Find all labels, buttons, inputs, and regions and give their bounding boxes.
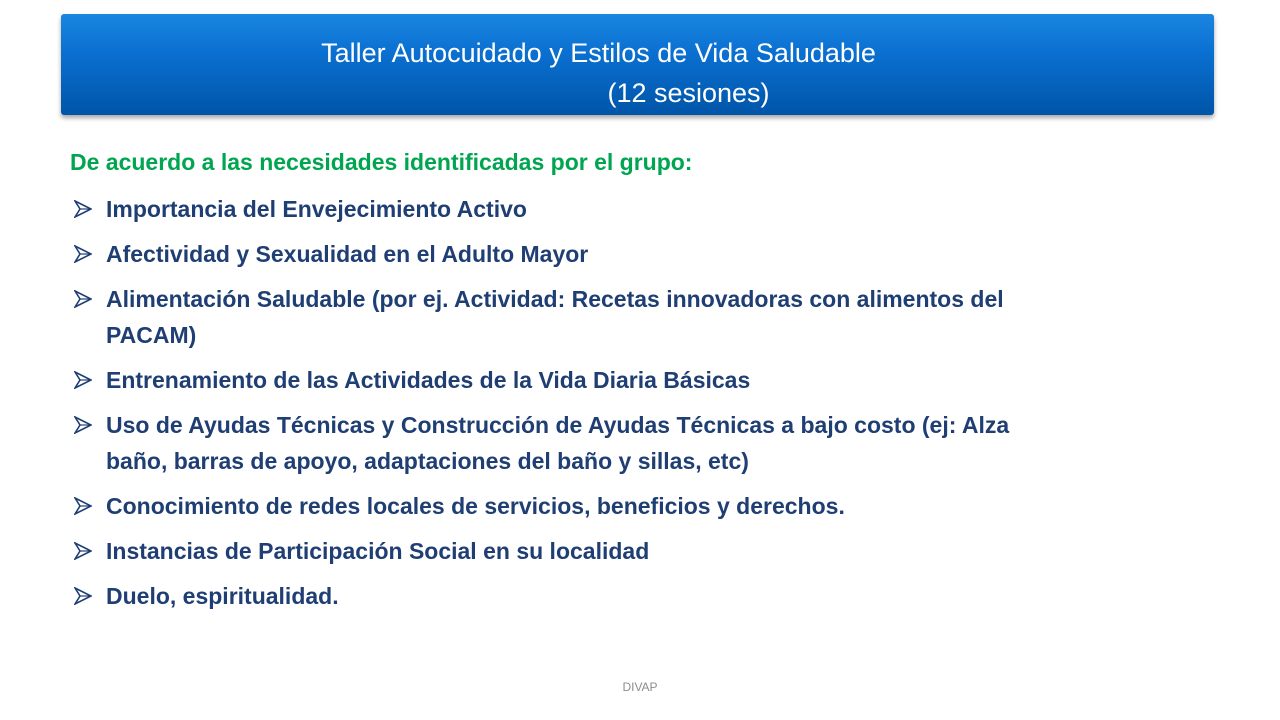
arrow-bullet-icon [74, 290, 92, 308]
list-item [70, 578, 1210, 614]
list-item [70, 362, 1210, 398]
arrow-bullet-icon [74, 497, 92, 515]
list-item [70, 533, 1210, 569]
list-item [70, 281, 1210, 353]
list-item-text: Entrenamiento de las Actividades de la Vida Diaria Básicas [106, 367, 751, 393]
list-item-text: Importancia del Envejecimiento Activo [106, 196, 527, 222]
intro-text: De acuerdo a las necesidades identificadas por el grupo: [70, 149, 693, 175]
topic-list [70, 191, 1210, 614]
footer-label: DIVAP [622, 680, 658, 694]
title-banner [61, 14, 1214, 115]
list-item-text: Uso de Ayudas Técnicas y Construcción de Ayudas Técnicas a bajo costo (ej: Alza baño, barras de apoyo, adaptaciones del baño y sillas, etc) [106, 412, 1010, 474]
arrow-bullet-icon [74, 371, 92, 389]
list-item-text: Alimentación Saludable (por ej. Actividad: Recetas innovadoras con alimentos del PACAM) [106, 286, 1004, 348]
arrow-bullet-icon [74, 245, 92, 263]
arrow-bullet-icon [74, 416, 92, 434]
arrow-bullet-icon [74, 200, 92, 218]
list-item-text: Duelo, espiritualidad. [106, 583, 339, 609]
list-item [70, 407, 1210, 479]
slide-subtitle: (12 sesiones) [607, 78, 770, 108]
list-item [70, 236, 1210, 272]
slide-content [70, 146, 1210, 623]
list-item [70, 488, 1210, 524]
list-item-text: Instancias de Participación Social en su localidad [106, 538, 650, 564]
list-item-text: Afectividad y Sexualidad en el Adulto Mayor [106, 241, 589, 267]
slide-title: Taller Autocuidado y Estilos de Vida Saludable [321, 38, 876, 68]
list-item [70, 191, 1210, 227]
arrow-bullet-icon [74, 587, 92, 605]
arrow-bullet-icon [74, 542, 92, 560]
list-item-text: Conocimiento de redes locales de servicios, beneficios y derechos. [106, 493, 845, 519]
